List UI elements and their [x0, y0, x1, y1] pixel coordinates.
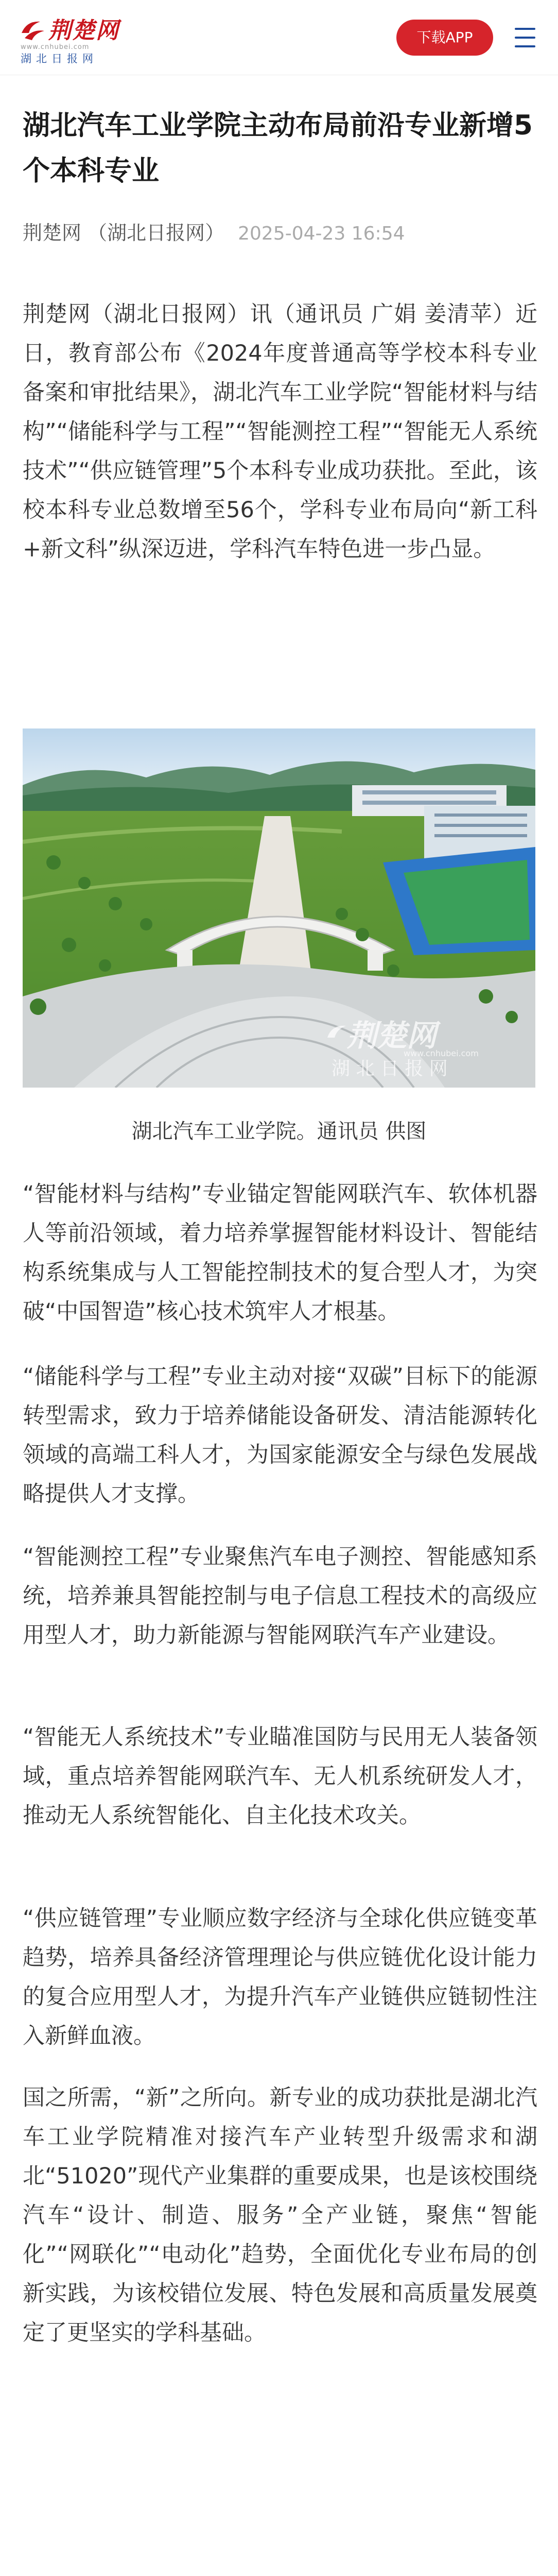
site-logo[interactable]: [20, 15, 138, 64]
article-paragraph: 国之所需，“新”之所向。新专业的成功获批是湖北汽车工业学院精准对接汽车产业转型升级需求和湖北“51020”现代产业集群的重要成果，也是该校围绕汽车“设计、制造、服务”全产业链，聚焦“智能化”“网联化”“电动化”趋势，全面优化专业布局的创新实践，为该校错位发展、特色发展和高质量发展奠定了更坚实的学科基础。: [23, 2085, 537, 2346]
article-paragraph: “储能科学与工程”专业主动对接“双碳”目标下的能源转型需求，致力于培养储能设备研发、清洁能源转化领域的高端工科人才，为国家能源安全与绿色发展战略提供人才支撑。: [23, 1364, 537, 1507]
download-app-button[interactable]: 下载APP: [396, 20, 493, 56]
logo-url: www.cnhubei.com: [21, 43, 90, 51]
logo-mark-icon: [20, 18, 46, 44]
logo-subtitle: 湖北日报网: [21, 53, 98, 65]
svg-text:www.cnhubei.com: www.cnhubei.com: [404, 1048, 479, 1058]
svg-text:湖 北 日 报 网: 湖 北 日 报 网: [332, 1058, 448, 1079]
article-paragraph: “智能测控工程”专业聚焦汽车电子测控、智能感知系统，培养兼具智能控制与电子信息工程技术的高级应用型人才，助力新能源与智能网联汽车产业建设。: [23, 1544, 537, 1648]
article-image[interactable]: [23, 728, 535, 1088]
article-paragraph: “供应链管理”专业顺应数字经济与全球化供应链变革趋势，培养具备经济管理理论与供应链优化设计能力的复合应用型人才，为提升汽车产业链供应链韧性注入新鲜血液。: [23, 1906, 537, 2049]
article-paragraph: “智能无人系统技术”专业瞄准国防与民用无人装备领域，重点培养智能网联汽车、无人机系统研发人才，推动无人系统智能化、自主化技术攻关。: [23, 1724, 537, 1828]
site-header: [0, 0, 558, 75]
menu-icon[interactable]: [512, 23, 538, 53]
article-time: 2025-04-23 16:54: [238, 223, 405, 244]
svg-text:荆楚网: 荆楚网: [347, 1018, 437, 1053]
article-source[interactable]: 荆楚网 （湖北日报网）: [23, 222, 225, 244]
article-paragraph: 荆楚网（湖北日报网）讯（通讯员 广娟 姜清苹）近日，教育部公布《2024年度普通高等学校本科专业备案和审批结果》，湖北汽车工业学院“智能材料与结构”“储能科学与工程”“智能测控工程”“智能无人系统技术”“供应链管理”5个本科专业成功获批。至此，该校本科专业总数增至56个，学科专业布局向“新工科+新文科”纵深迈进，学科汽车特色进一步凸显。: [23, 301, 537, 562]
image-caption: 湖北汽车工业学院。通讯员 供图: [131, 1120, 427, 1143]
article-paragraph: “智能材料与结构”专业锚定智能网联汽车、软体机器人等前沿领域，着力培养掌握智能材料设计、智能结构系统集成与人工智能控制技术的复合型人才，为突破“中国智造”核心技术筑牢人才根基。: [23, 1181, 537, 1325]
article-meta: [23, 218, 537, 248]
article-title: 湖北汽车工业学院主动布局前沿专业新增5个本科专业: [23, 110, 533, 187]
logo-text: 荆楚网: [48, 18, 119, 44]
